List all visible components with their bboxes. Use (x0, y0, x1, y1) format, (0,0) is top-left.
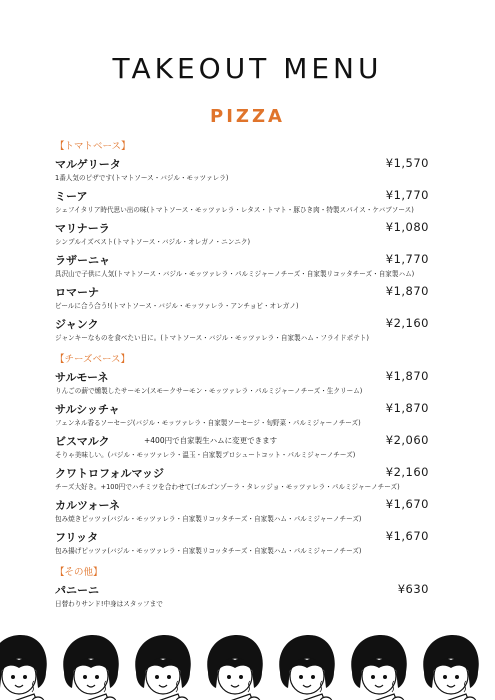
item-price: ¥1,870 (385, 284, 429, 298)
item-price: ¥630 (397, 582, 429, 596)
menu-item (55, 186, 429, 218)
menu-item (55, 218, 429, 250)
item-description: シンプルイズベスト(トマトソース・バジル・オレガノ・ニンニク) (55, 238, 251, 246)
item-name: サルモーネ (55, 371, 109, 384)
item-description: そりゃ美味しい。(バジル・モッツァレラ・温玉・自家製プロシュートコット・パルミジャーノチーズ) (55, 451, 356, 459)
item-description: フェンネル香るソーセージ(バジル・モッツァレラ・自家製ソーセージ・旬野菜・パルミジャーノチーズ) (55, 419, 361, 427)
item-price: ¥1,080 (385, 220, 429, 234)
item-price: ¥1,670 (385, 529, 429, 543)
item-description: チーズ大好き。+100円でハチミツを合わせて(ゴルゴンゾーラ・タレッジョ・モッツァレラ・パルミジャーノチーズ) (55, 483, 400, 491)
menu-section (55, 564, 429, 612)
item-name: ビスマルク (55, 435, 110, 448)
menu-item (55, 527, 429, 559)
item-price: ¥1,770 (385, 188, 429, 202)
item-name: ラザーニャ (55, 254, 110, 267)
item-price: ¥1,770 (385, 252, 429, 266)
section-title: 【トマトベース】 (55, 141, 131, 152)
menu-section (55, 351, 429, 559)
menu-sections (55, 138, 429, 617)
item-name: ジャンク (55, 318, 99, 331)
menu-item (55, 154, 429, 186)
menu-item (55, 250, 429, 282)
menu-item (55, 580, 429, 612)
menu-item (55, 495, 429, 527)
menu-title: TAKEOUT MENU (112, 52, 383, 85)
item-name: パニーニ (55, 584, 99, 597)
item-name: カルツォーネ (55, 499, 121, 512)
item-price: ¥2,160 (385, 316, 429, 330)
item-price: ¥1,670 (385, 497, 429, 511)
item-name: クワトロフォルマッジ (55, 467, 165, 480)
item-description: りんごの薪で燻製したサーモン(スモークサーモン・モッツァレラ・パルミジャーノチーズ・生クリーム) (55, 387, 363, 395)
menu-item (55, 314, 429, 346)
item-note: +400円で自家製生ハムに変更できます (144, 436, 278, 445)
item-description: 包み焼きピッツァ(バジル・モッツァレラ・自家製リコッタチーズ・自家製ハム・パルミジャーノチーズ) (55, 515, 362, 523)
menu-item (55, 282, 429, 314)
item-name: マリナーラ (55, 222, 110, 235)
menu-item (55, 431, 429, 463)
section-title: 【チーズベース】 (55, 354, 131, 365)
item-description: ジャンキーなものを食べたい日に。(トマトソース・バジル・モッツァレラ・自家製ハム・フライドポテト) (55, 334, 369, 342)
menu-item (55, 367, 429, 399)
item-price: ¥2,060 (385, 433, 429, 447)
item-price: ¥2,160 (385, 465, 429, 479)
item-description: 具沢山で子供に人気(トマトソース・バジル・モッツァレラ・パルミジャーノチーズ・自家製リコッタチーズ・自家製ハム) (55, 270, 415, 278)
item-price: ¥1,870 (385, 369, 429, 383)
item-name: サルシッチャ (55, 403, 120, 416)
menu-item (55, 399, 429, 431)
item-name: ロマーナ (55, 286, 99, 299)
footer-illustration (0, 610, 495, 700)
menu-item (55, 463, 429, 495)
item-description: 日替わりサンド!中身はスタッフまで (55, 600, 163, 608)
item-description: シェフイタリア時代思い出の味(トマトソース・モッツァレラ・レタス・トマト・豚ひき肉・特製スパイス・ケバブソース) (55, 206, 414, 214)
item-name: フリッタ (55, 531, 99, 544)
item-price: ¥1,570 (385, 156, 429, 170)
item-price: ¥1,870 (385, 401, 429, 415)
item-description: 包み揚げピッツァ(バジル・モッツァレラ・自家製リコッタチーズ・自家製ハム・パルミジャーノチーズ) (55, 547, 362, 555)
girl-eating-pizza-pattern (0, 610, 495, 700)
item-name: マルゲリータ (55, 158, 121, 171)
menu-subtitle: PIZZA (210, 106, 285, 127)
section-title: 【その他】 (55, 567, 103, 578)
item-description: ビールに合う合う!(トマトソース・バジル・モッツァレラ・アンチョビ・オレガノ) (55, 302, 299, 310)
item-name: ミーア (55, 190, 88, 203)
menu-section (55, 138, 429, 346)
item-description: 1番人気のピザです(トマトソース・バジル・モッツァレラ) (55, 174, 229, 182)
